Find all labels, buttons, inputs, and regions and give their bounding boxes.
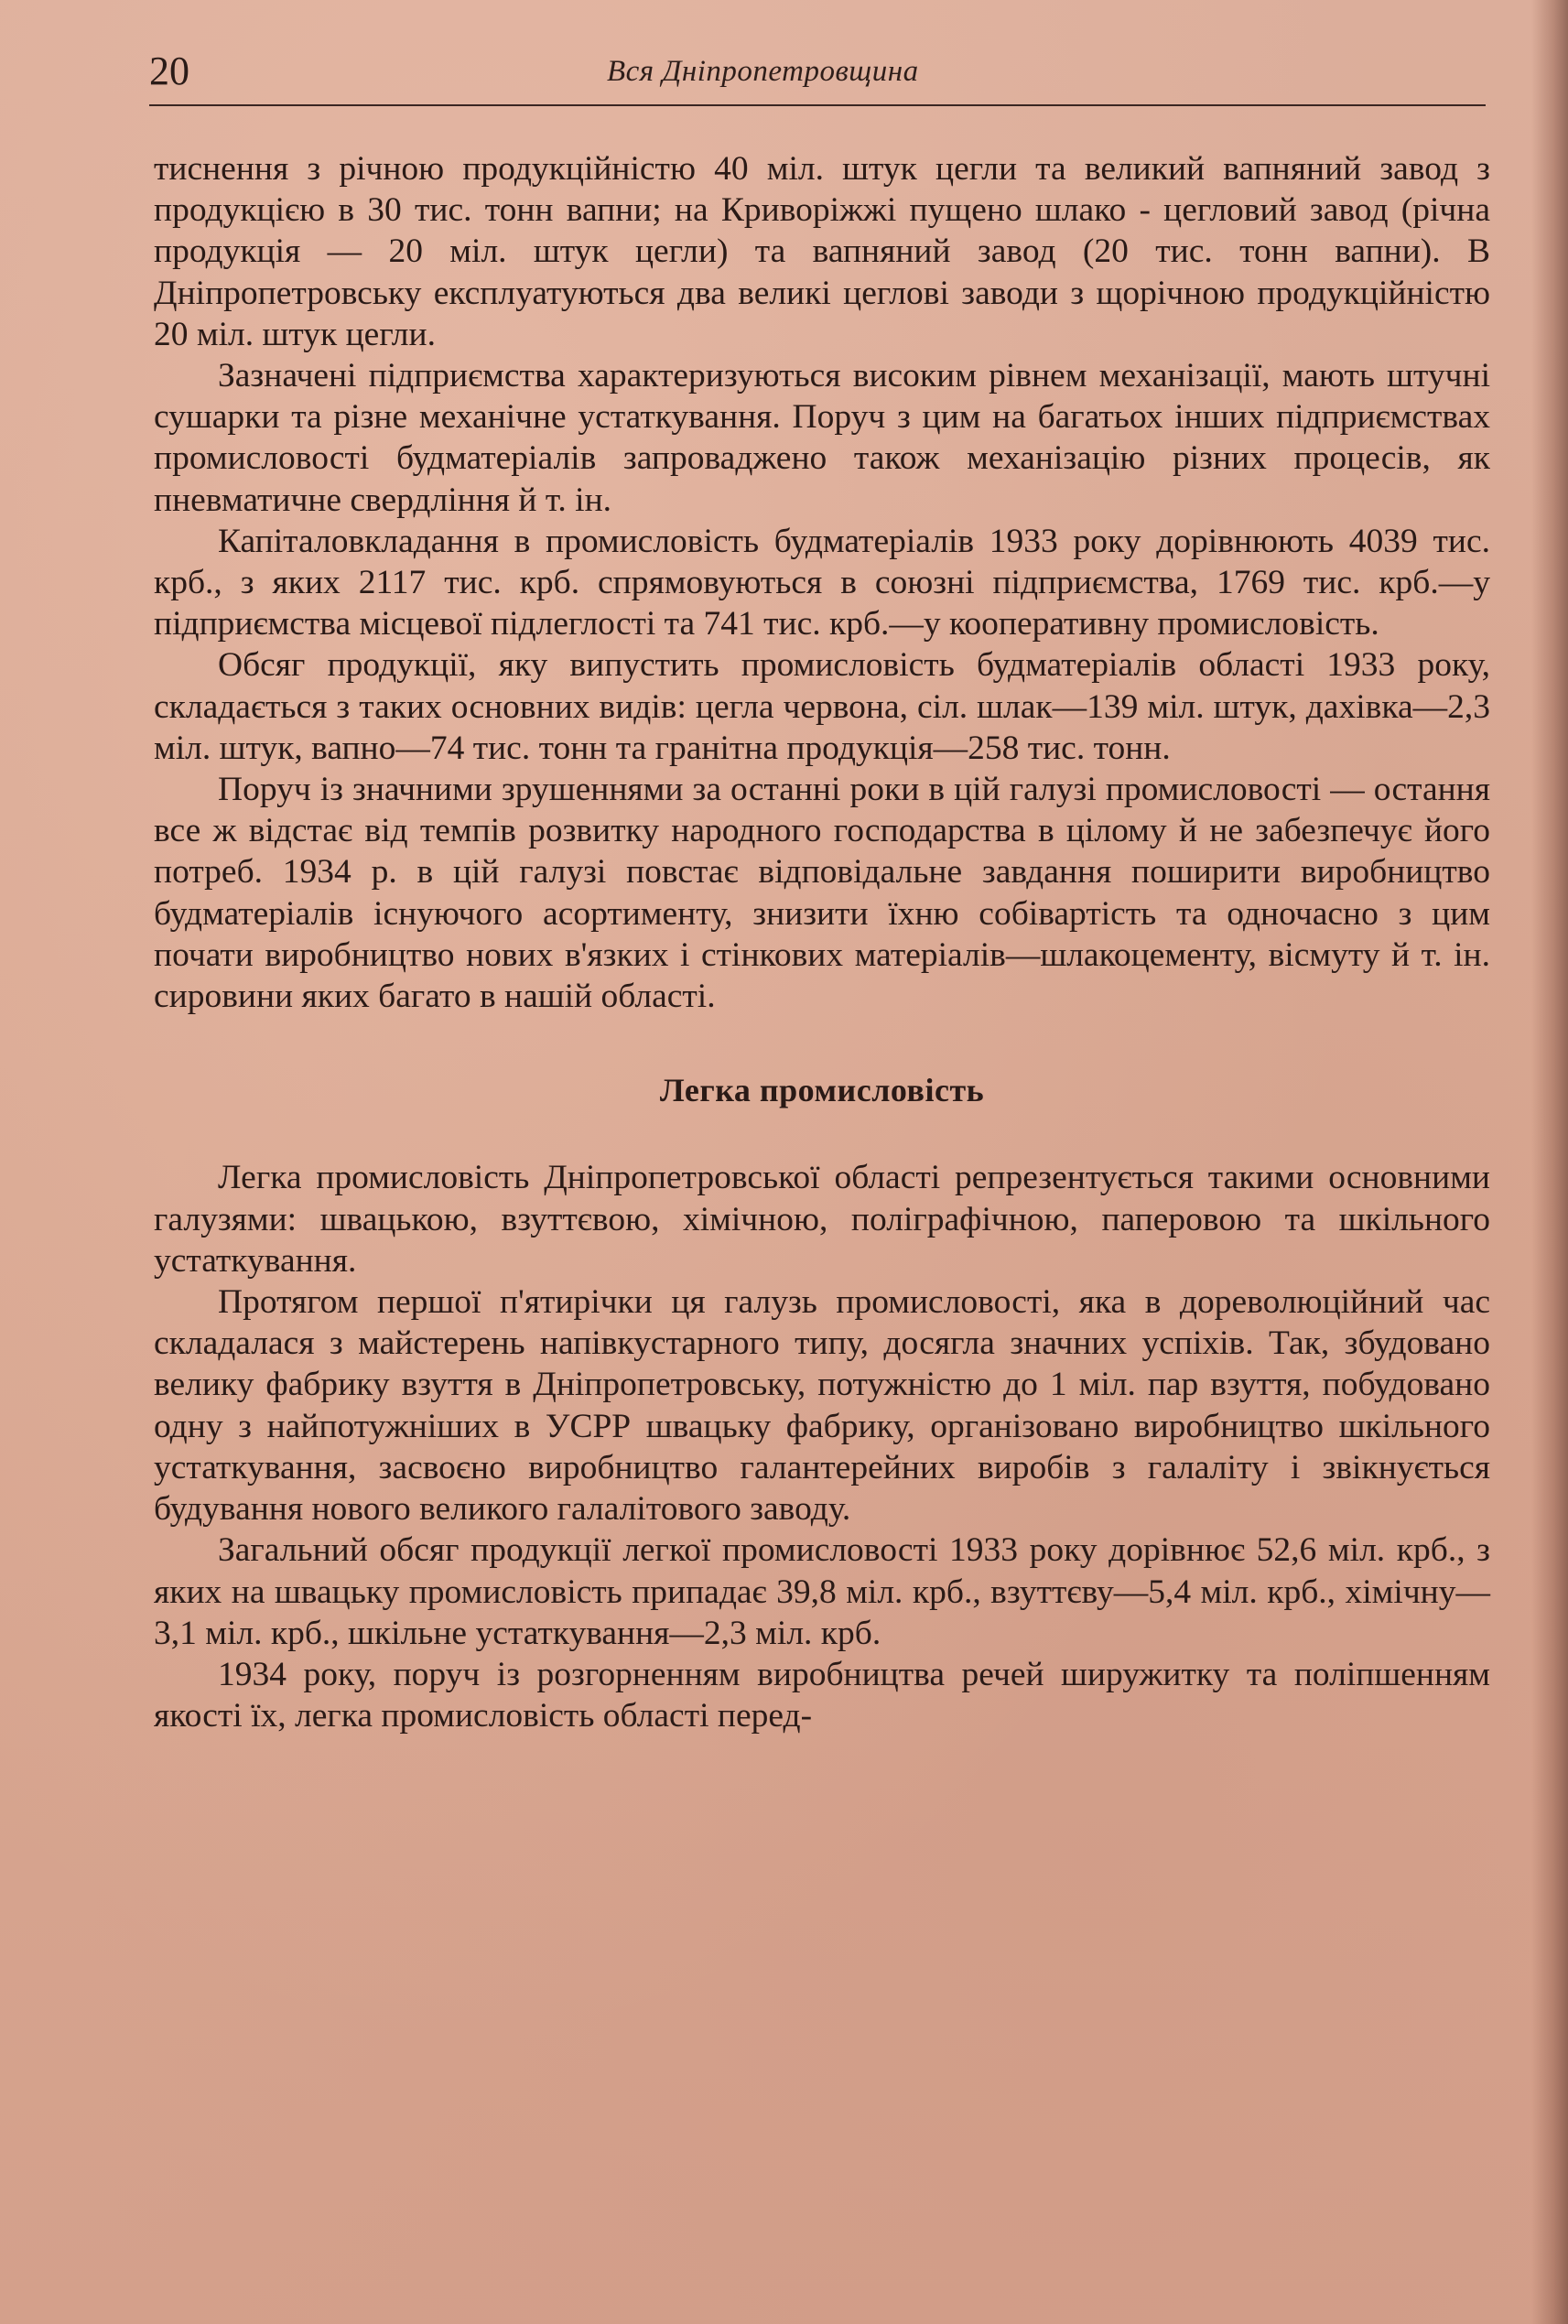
header-rule: [149, 104, 1486, 106]
paragraph: 1934 року, поруч із розгорненням виробництва речей ширужитку та поліпшенням якості їх, легка промисловість області перед-: [154, 1655, 1490, 1735]
body-text: [154, 148, 1490, 1736]
paragraph: Загальний обсяг продукції легкої промисловості 1933 року дорівнює 52,6 міл. крб., з яких на швацьку промисловість припадає 39,8 міл. крб., взуттєву—5,4 міл. крб., хімічну—3,1 міл. крб., шкільне устаткування—2,3 міл. крб.: [154, 1531, 1490, 1652]
paragraph: Поруч із значними зрушеннями за останні роки в цій галузі промисловості — остання все ж відстає від темпів розвитку народного господарства в цілому й не забезпечує його потреб. 1934 р. в цій галузі повстає відповідальне завдання поширити виробництво будматеріалів існуючого асортименту, знизити їхню собівартість та одночасно з цим почати виробництво нових в'язких і стінкових матеріалів—шлакоцементу, вісмуту й т. ін. сировини яких багато в нашій області.: [154, 771, 1490, 1016]
paragraph: Протягом першої п'ятирічки ця галузь промисловості, яка в дореволюційний час складалася з майстерень напівкустарного типу, досягла значних успіхів. Так, збудовано велику фабрику взуття в Дніпропетровську, потужністю до 1 міл. пар взуття, побудовано одну з найпотужніших в УСРР швацьку фабрику, організовано виробництво шкільного устаткування, засвоєно виробництво галантерейних виробів з галаліту і звікнується будування нового великого галалітового заводу.: [154, 1283, 1490, 1529]
paragraph: Капіталовкладання в промисловість будматеріалів 1933 року дорівнюють 4039 тис. крб., з яких 2117 тис. крб. спрямовуються в союзні підприємства, 1769 тис. крб.—у підприємства місцевої підлеглості та 741 тис. крб.—у кооперативну промисловість.: [154, 522, 1490, 643]
page-number: 20: [149, 49, 189, 93]
running-title: Вся Дніпропетровщина: [607, 55, 919, 88]
page-header: [149, 48, 1486, 108]
paragraph: Обсяг продукції, яку випустить промисловість будматеріалів області 1933 року, складається з таких основних видів: цегла червона, сіл. шлак—139 міл. штук, дахівка—2,3 міл. штук, вапно—74 тис. тонн та гранітна продукція—258 тис. тонн.: [154, 646, 1490, 767]
page-edge-shadow: [1531, 0, 1568, 2324]
paragraph: Зазначені підприємства характеризуються високим рівнем механізації, мають штучні сушарки та різне механічне устаткування. Поруч з цим на багатьох інших підприємствах промисловості будматеріалів запроваджено також механізацію різних процесів, як пневматичне свердління й т. ін.: [154, 357, 1490, 519]
paragraph: тиснення з річною продукційністю 40 міл. штук цегли та великий вапняний завод з продукцією в 30 тис. тонн вапни; на Криворіжжі пущено шлако - цегловий завод (річна продукція — 20 міл. штук цегли) та вапняний завод (20 тис. тонн вапни). В Дніпропетровську експлуатуються два великі цеглові заводи з щорічною продукційністю 20 міл. штук цегли.: [154, 150, 1490, 353]
paragraph: Легка промисловість Дніпропетровської області репрезентується такими основними галузями: швацькою, взуттєвою, хімічною, поліграфічною, паперовою та шкільного устаткування.: [154, 1159, 1490, 1280]
section-heading: Легка промисловість: [659, 1072, 985, 1109]
